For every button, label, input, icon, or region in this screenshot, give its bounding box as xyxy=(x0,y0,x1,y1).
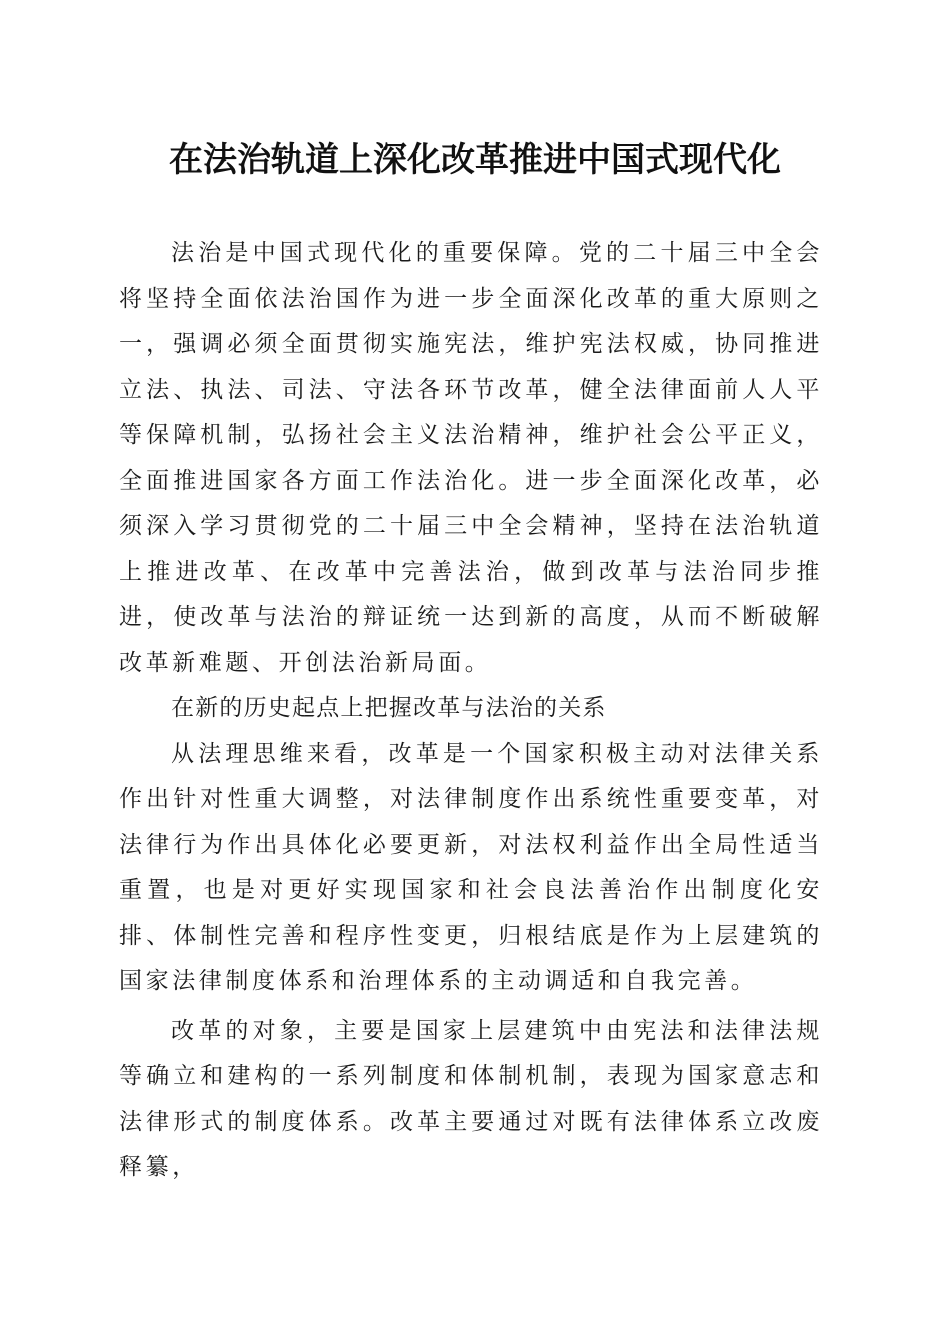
section-heading: 在新的历史起点上把握改革与法治的关系 xyxy=(171,695,607,721)
paragraph-reform-object: 改革的对象，主要是国家上层建筑中由宪法和法律法规等确立和建构的一系列制度和体制机制，表现为国家意志和法律形式的制度体系。改革主要通过对既有法律体系立改废释纂， xyxy=(119,1017,823,1180)
document-body xyxy=(119,231,823,1191)
document-title: 在法治轨道上深化改革推进中国式现代化 xyxy=(169,140,781,180)
paragraph-intro: 法治是中国式现代化的重要保障。党的二十届三中全会将坚持全面依法治国作为进一步全面深化改革的重大原则之一，强调必须全面贯彻实施宪法，维护宪法权威，协同推进立法、执法、司法、守法各环节改革，健全法律面前人人平等保障机制，弘扬社会主义法治精神，维护社会公平正义，全面推进国家各方面工作法治化。进一步全面深化改革，必须深入学习贯彻党的二十届三中全会精神，坚持在法治轨道上推进改革、在改革中完善法治，做到改革与法治同步推进，使改革与法治的辩证统一达到新的高度，从而不断破解改革新难题、开创法治新局面。 xyxy=(119,240,823,676)
paragraph-legal-thinking: 从法理思维来看，改革是一个国家积极主动对法律关系作出针对性重大调整，对法律制度作出系统性重要变革，对法律行为作出具体化必要更新，对法权利益作出全局性适当重置，也是对更好实现国家和社会良法善治作出制度化安排、体制性完善和程序性变更，归根结底是作为上层建筑的国家法律制度体系和治理体系的主动调适和自我完善。 xyxy=(119,740,823,994)
